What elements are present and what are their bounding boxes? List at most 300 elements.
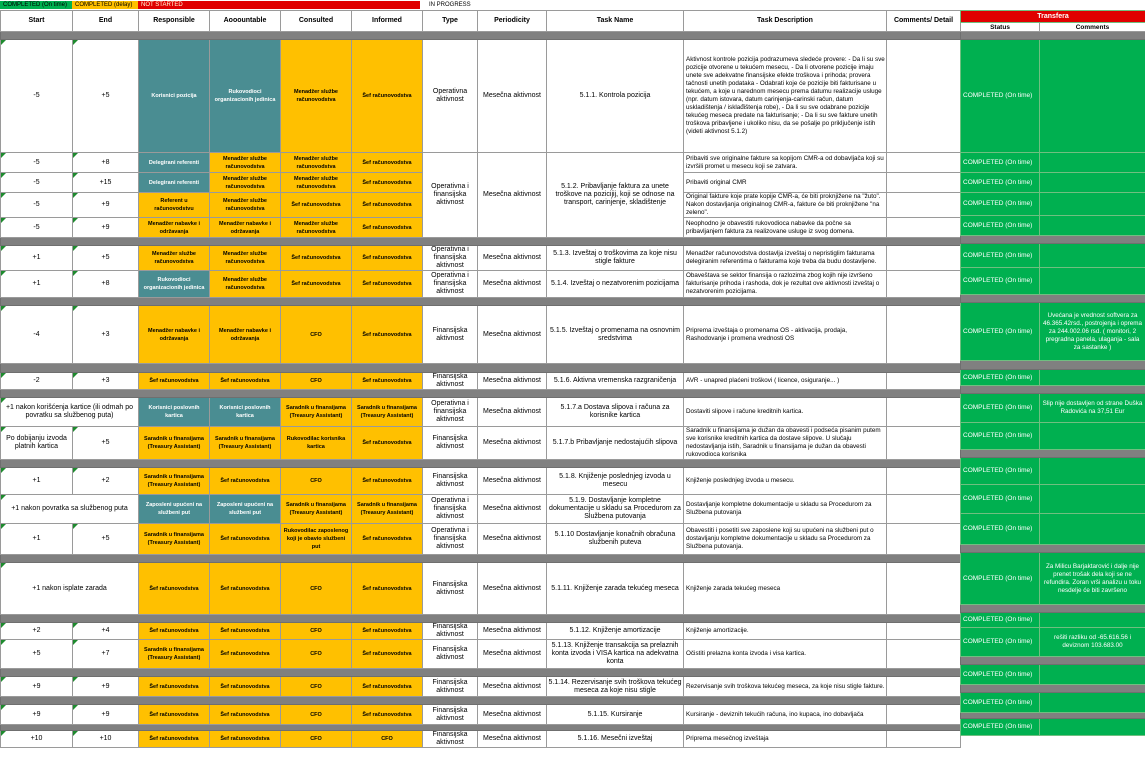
transfer-comment-cell[interactable]: Za Milicu Barjaktarović i dalje nije prenet trošak dela koji se ne refundira. Zoran vrši analizu u toku nesdelje će biti završeno [1040, 553, 1145, 605]
end-cell[interactable]: +8 [73, 271, 139, 298]
end-cell[interactable]: +15 [73, 173, 139, 193]
transfer-status-cell[interactable]: COMPLETED (On time) [961, 458, 1040, 485]
informed-cell[interactable]: Šef računovodstva [352, 373, 423, 390]
transfer-title: Transfera [961, 11, 1145, 23]
transfer-comment-cell[interactable] [1040, 244, 1145, 268]
col-accountable[interactable]: Aooountable [210, 11, 281, 32]
responsible-cell[interactable]: Saradnik u finansijama (Treasury Assistant) [139, 427, 210, 460]
comments-cell[interactable] [887, 495, 961, 524]
separator-cell [1, 615, 961, 623]
start-cell[interactable]: +1 nakon povratka sa službenog puta [1, 495, 139, 524]
transfer-comment-cell[interactable] [1040, 216, 1145, 236]
type-cell[interactable]: Finansijska aktivnost [423, 640, 478, 669]
responsible-cell[interactable]: Delegirani referenti [139, 153, 210, 173]
separator-cell [961, 685, 1145, 693]
type-cell[interactable]: Finansijska aktivnost [423, 373, 478, 390]
task-description-cell[interactable]: Knjiženje amortizacije. [684, 623, 887, 640]
table-row [1, 705, 961, 725]
consulted-cell[interactable]: Šef računovodstva [281, 193, 352, 218]
type-cell[interactable]: Operativna i finansijska aktivnost [423, 524, 478, 555]
table-row [1, 524, 961, 555]
start-cell[interactable]: +9 [1, 677, 73, 697]
comments-cell[interactable] [887, 153, 961, 173]
informed-cell[interactable]: Saradnik u finansijama (Treasury Assistant) [352, 398, 423, 427]
accountable-cell[interactable]: Šef računovodstva [210, 731, 281, 748]
transfer-status-cell[interactable]: COMPLETED (On time) [961, 665, 1040, 685]
transfer-comment-cell[interactable]: Uvećana je vrednost softvera za 46.365.42rsd., postrojenja i oprema za 244.002.06 rsd. ( monitori, 2 pregradna panela, ulaganja - sala za sastanke ) [1040, 303, 1145, 361]
transfer-comment-cell[interactable] [1040, 693, 1145, 713]
end-cell[interactable]: +3 [73, 306, 139, 364]
task-description-cell[interactable]: Očistiti prelazna konta izvoda i visa kartica. [684, 640, 887, 669]
comments-cell[interactable] [887, 677, 961, 697]
type-cell[interactable]: Operativna i finansijska aktivnost [423, 246, 478, 271]
type-cell[interactable]: Finansijska aktivnost [423, 427, 478, 460]
start-cell[interactable]: +1 [1, 271, 73, 298]
col-task-description[interactable]: Task Description [684, 11, 887, 32]
responsible-cell[interactable]: Saradnik u finansijama (Treasury Assistant) [139, 468, 210, 495]
comments-cell[interactable] [887, 271, 961, 298]
separator-cell [1, 364, 961, 373]
responsible-cell[interactable]: Menadžer nabavke i održavanja [139, 306, 210, 364]
accountable-cell[interactable]: Menadžer službe računovodstva [210, 193, 281, 218]
comments-cell[interactable] [887, 623, 961, 640]
consulted-cell[interactable]: Šef računovodstva [281, 271, 352, 298]
periodicity-cell[interactable]: Mesečna aktivnost [478, 427, 547, 460]
type-cell[interactable]: Finansijska aktivnost [423, 563, 478, 615]
accountable-cell[interactable]: Šef računovodstva [210, 524, 281, 555]
separator-cell [961, 450, 1145, 458]
end-cell[interactable]: +5 [73, 40, 139, 153]
task-description-cell[interactable]: Pribaviti original CMR [684, 173, 887, 193]
type-cell[interactable]: Finansijska aktivnost [423, 623, 478, 640]
informed-cell[interactable]: Šef računovodstva [352, 193, 423, 218]
start-cell[interactable]: -2 [1, 373, 73, 390]
table-row [1, 398, 961, 427]
col-consulted[interactable]: Consulted [281, 11, 352, 32]
table-row [1, 677, 961, 697]
transfer-comment-cell[interactable]: Slip nije dostavljen od strane Duška Radovića na 37,51 Eur [1040, 394, 1145, 423]
col-type[interactable]: Type [423, 11, 478, 32]
separator-row [1, 390, 961, 398]
transfer-row [961, 693, 1145, 713]
comments-cell[interactable] [887, 705, 961, 725]
task-name-cell[interactable]: 5.1.8. Knjiženje poslednjeg izvoda u mesecu [547, 468, 684, 495]
comments-cell[interactable] [887, 218, 961, 238]
periodicity-cell[interactable]: Mesečna aktivnost [478, 306, 547, 364]
end-cell[interactable]: +4 [73, 623, 139, 640]
end-cell[interactable]: +5 [73, 524, 139, 555]
end-cell[interactable]: +9 [73, 705, 139, 725]
accountable-cell[interactable]: Zaposleni upućeni na službeni put [210, 495, 281, 524]
responsible-cell[interactable]: Referent u računovodstvu [139, 193, 210, 218]
task-description-cell[interactable]: Menadžer računovodstva dostavlja izveštaj o nepristiglim fakturama delegiranim referentima o fakturama koje treba da budu dostavljene. [684, 246, 887, 271]
periodicity-cell[interactable]: Mesečna aktivnost [478, 677, 547, 697]
periodicity-cell[interactable]: Mesečna aktivnost [478, 640, 547, 669]
comments-cell[interactable] [887, 468, 961, 495]
transfer-status-cell[interactable]: COMPLETED (On time) [961, 719, 1040, 736]
responsible-cell[interactable]: Šef računovodstva [139, 623, 210, 640]
comments-cell[interactable] [887, 640, 961, 669]
consulted-cell[interactable]: CFO [281, 623, 352, 640]
transfer-status-cell[interactable]: COMPLETED (On time) [961, 193, 1040, 216]
task-name-cell[interactable]: 5.1.4. Izveštaj o nezatvorenim pozicijama [547, 271, 684, 298]
start-cell[interactable]: -5 [1, 193, 73, 218]
table-row [1, 563, 961, 615]
transfer-comments-header[interactable]: Comments [1040, 23, 1145, 32]
task-name-cell[interactable]: 5.1.10 Dostavljanje konačnih obračuna službenih puteva [547, 524, 684, 555]
informed-cell[interactable]: Šef računovodstva [352, 271, 423, 298]
col-comments[interactable]: Comments/ Detail [887, 11, 961, 32]
task-description-cell[interactable]: Obavestiti i posetiti sve zaposlene koji su upućeni na službeni put o dostavljanju kompletne dokumentacije u skladu sa Procedurom za Službena putovanja. [684, 524, 887, 555]
informed-cell[interactable]: Šef računovodstva [352, 173, 423, 193]
transfer-status-cell[interactable]: COMPLETED (On time) [961, 244, 1040, 268]
comments-cell[interactable] [887, 373, 961, 390]
col-informed[interactable]: Informed [352, 11, 423, 32]
separator-row [1, 697, 961, 705]
informed-cell[interactable]: Šef računovodstva [352, 468, 423, 495]
transfer-comment-cell[interactable] [1040, 514, 1145, 545]
separator-row [961, 545, 1145, 553]
transfer-status-cell[interactable]: COMPLETED (On time) [961, 268, 1040, 295]
consulted-cell[interactable]: Menadžer službe računovodstva [281, 40, 352, 153]
type-cell[interactable]: Finansijska aktivnost [423, 731, 478, 748]
comments-cell[interactable] [887, 173, 961, 193]
task-name-cell[interactable]: 5.1.16. Mesečni izveštaj [547, 731, 684, 748]
informed-cell[interactable]: Saradnik u finansijama (Treasury Assistant) [352, 495, 423, 524]
responsible-cell[interactable]: Saradnik u finansijama (Treasury Assistant) [139, 640, 210, 669]
periodicity-cell[interactable]: Mesečna aktivnost [478, 153, 547, 238]
transfer-status-cell[interactable]: COMPLETED (On time) [961, 370, 1040, 386]
responsible-cell[interactable]: Menadžer službe računovodstva [139, 246, 210, 271]
informed-cell[interactable]: Šef računovodstva [352, 524, 423, 555]
separator-row [961, 685, 1145, 693]
transfer-comment-cell[interactable] [1040, 173, 1145, 193]
consulted-cell[interactable]: Menadžer službe računovodstva [281, 218, 352, 238]
accountable-cell[interactable]: Šef računovodstva [210, 563, 281, 615]
transfer-comment-cell[interactable] [1040, 458, 1145, 485]
responsible-cell[interactable]: Šef računovodstva [139, 705, 210, 725]
header-row [1, 11, 961, 32]
periodicity-cell[interactable]: Mesečna aktivnost [478, 731, 547, 748]
consulted-cell[interactable]: CFO [281, 677, 352, 697]
transfer-row [961, 665, 1145, 685]
consulted-cell[interactable]: CFO [281, 306, 352, 364]
consulted-cell[interactable]: CFO [281, 373, 352, 390]
start-cell[interactable]: -5 [1, 218, 73, 238]
transfer-comment-cell[interactable]: rešiti razliku od -65.616.56 i deviznom 103.683.00 [1040, 628, 1145, 657]
responsible-cell[interactable]: Šef računovodstva [139, 373, 210, 390]
periodicity-cell[interactable]: Mesečna aktivnost [478, 468, 547, 495]
transfer-comment-cell[interactable] [1040, 665, 1145, 685]
type-cell[interactable]: Operativna aktivnost [423, 40, 478, 153]
start-cell[interactable]: -4 [1, 306, 73, 364]
table-row [1, 271, 961, 298]
informed-cell[interactable]: Šef računovodstva [352, 563, 423, 615]
comments-cell[interactable] [887, 40, 961, 153]
task-name-cell[interactable]: 5.1.5. Izveštaj o promenama na osnovnim sredstvima [547, 306, 684, 364]
task-description-cell[interactable]: Priprema mesečnog izveštaja [684, 731, 887, 748]
periodicity-cell[interactable]: Mesečna aktivnost [478, 271, 547, 298]
task-name-cell[interactable]: 5.1.2. Pribavljanje faktura za unete troškove na pozicijij, koji se odnose na transport, carinjenje, skladištenje [547, 153, 684, 238]
separator-row [1, 364, 961, 373]
informed-cell[interactable]: Šef računovodstva [352, 427, 423, 460]
separator-row [961, 295, 1145, 303]
comments-cell[interactable] [887, 731, 961, 748]
end-cell[interactable]: +5 [73, 246, 139, 271]
transfer-status-cell[interactable]: COMPLETED (On time) [961, 40, 1040, 153]
task-description-cell[interactable]: Saradnik u finansijama je dužan da obavesti i podseća pisanim putem sve korisnike kreditnih kartica da dostave slipove. U slučaju nedostavljanja istih, Saradnik u finansijama je dužan da obavesti rukovodioca korisnika [684, 427, 887, 460]
col-task-name[interactable]: Task Name [547, 11, 684, 32]
task-name-cell[interactable]: 5.1.1. Kontrola pozicija [547, 40, 684, 153]
consulted-cell[interactable]: CFO [281, 705, 352, 725]
separator-row [1, 32, 961, 40]
transfer-comment-cell[interactable] [1040, 40, 1145, 153]
task-name-cell[interactable]: 5.1.3. Izveštaj o troškovima za koje nisu stigle fakture [547, 246, 684, 271]
separator-row [961, 361, 1145, 370]
table-row [1, 246, 961, 271]
transfer-status-cell[interactable]: COMPLETED (On time) [961, 216, 1040, 236]
periodicity-cell[interactable]: Mesečna aktivnost [478, 373, 547, 390]
responsible-cell[interactable]: Šef računovodstva [139, 563, 210, 615]
periodicity-cell[interactable]: Mesečna aktivnost [478, 398, 547, 427]
start-cell[interactable]: +5 [1, 640, 73, 669]
periodicity-cell[interactable]: Mesečna aktivnost [478, 705, 547, 725]
consulted-cell[interactable]: Rukovodilac zaposlenog koji je obavio službeni put [281, 524, 352, 555]
accountable-cell[interactable]: Menadžer službe računovodstva [210, 173, 281, 193]
consulted-cell[interactable]: Saradnik u finansijama (Treasury Assistant) [281, 398, 352, 427]
responsible-cell[interactable]: Delegirani referenti [139, 173, 210, 193]
responsible-cell[interactable]: Saradnik u finansijama (Treasury Assistant) [139, 524, 210, 555]
end-cell[interactable]: +7 [73, 640, 139, 669]
start-cell[interactable]: -5 [1, 153, 73, 173]
consulted-cell[interactable]: Rukovodilac korisnika kartica [281, 427, 352, 460]
accountable-cell[interactable]: Šef računovodstva [210, 623, 281, 640]
transfer-status-cell[interactable]: COMPLETED (On time) [961, 153, 1040, 173]
transfer-status-cell[interactable]: COMPLETED (On time) [961, 423, 1040, 450]
informed-cell[interactable]: Šef računovodstva [352, 153, 423, 173]
type-cell[interactable]: Operativna i finansijska aktivnost [423, 153, 478, 238]
col-responsible[interactable]: Responsible [139, 11, 210, 32]
responsible-cell[interactable]: Menadžer nabavke i održavanja [139, 218, 210, 238]
consulted-cell[interactable]: Saradnik u finansijama (Treasury Assistant) [281, 495, 352, 524]
task-description-cell[interactable]: Aktivnost kontrole pozicija podrazumeva sledeće provere: - Da li su sve pozicije otvorene u tekućem mesecu, - Da li otvorene pozicije imaju unete sve adekvatne finansijske efekte troškova i prihoda; provera tačnosti unetih podataka - Odabrati koje će pozicije biti fakturisane u tekućem, a koje u narednom mesecu prema datumu realizacije usluge (npr. datum istovara, datum carinjenja-carinski račun, datum uskladištenja / isklađištenja robe), - Da li su sve odabrane pozicije tekućeg meseca predate na fakturisanje; - Da li su sve fakture unetih troškova pribavljene i ukoliko nisu, da se pošalje po priključenje istih (videti aktivnost 5.1.2) [684, 40, 887, 153]
transfer-status-cell[interactable]: COMPLETED (On time) [961, 394, 1040, 423]
consulted-cell[interactable]: CFO [281, 468, 352, 495]
start-cell[interactable]: -5 [1, 173, 73, 193]
informed-cell[interactable]: Šef računovodstva [352, 40, 423, 153]
end-cell[interactable]: +10 [73, 731, 139, 748]
task-description-cell[interactable]: Priprema izveštaja o promenama OS - aktivacija, prodaja, Rashodovanje i promena vrednosti OS [684, 306, 887, 364]
end-cell[interactable]: +9 [73, 193, 139, 218]
periodicity-cell[interactable]: Mesečna aktivnost [478, 524, 547, 555]
informed-cell[interactable]: Šef računovodstva [352, 246, 423, 271]
consulted-cell[interactable]: CFO [281, 640, 352, 669]
end-cell[interactable]: +5 [73, 427, 139, 460]
transfer-comment-cell[interactable] [1040, 193, 1145, 216]
type-cell[interactable]: Operativna i finansijska aktivnost [423, 398, 478, 427]
start-cell[interactable]: -5 [1, 40, 73, 153]
task-description-cell[interactable]: AVR - unapred plaćeni troškovi ( licence, osiguranje... ) [684, 373, 887, 390]
table-row [1, 495, 961, 524]
comments-cell[interactable] [887, 563, 961, 615]
accountable-cell[interactable]: Šef računovodstva [210, 677, 281, 697]
table-row [1, 373, 961, 390]
accountable-cell[interactable]: Menadžer službe računovodstva [210, 271, 281, 298]
task-description-cell[interactable]: Kursiranje - deviznih tekućih računa, ino kupaca, ino dobavljača [684, 705, 887, 725]
responsible-cell[interactable]: Šef računovodstva [139, 731, 210, 748]
responsible-cell[interactable]: Korisnici poslovnih kartica [139, 398, 210, 427]
separator-cell [961, 657, 1145, 665]
transfer-status-cell[interactable]: COMPLETED (On time) [961, 693, 1040, 713]
transfer-row [961, 303, 1145, 361]
separator-cell [1, 298, 961, 306]
accountable-cell[interactable]: Menadžer službe računovodstva [210, 153, 281, 173]
accountable-cell[interactable]: Šef računovodstva [210, 468, 281, 495]
transfer-comment-cell[interactable] [1040, 423, 1145, 450]
comments-cell[interactable] [887, 306, 961, 364]
accountable-cell[interactable]: Rukovodioci organizacionih jedinica [210, 40, 281, 153]
responsible-cell[interactable]: Rukovodioci organizacionih jedinica [139, 271, 210, 298]
informed-cell[interactable]: Šef računovodstva [352, 705, 423, 725]
consulted-cell[interactable]: Menadžer službe računovodstva [281, 153, 352, 173]
accountable-cell[interactable]: Korisnici poslovnih kartica [210, 398, 281, 427]
comments-cell[interactable] [887, 427, 961, 460]
transfer-comment-cell[interactable] [1040, 153, 1145, 173]
end-cell[interactable]: +9 [73, 677, 139, 697]
accountable-cell[interactable]: Šef računovodstva [210, 705, 281, 725]
responsible-cell[interactable]: Zaposleni upućeni na službeni put [139, 495, 210, 524]
comments-cell[interactable] [887, 524, 961, 555]
accountable-cell[interactable]: Saradnik u finansijama (Treasury Assistant) [210, 427, 281, 460]
task-description-cell[interactable]: Pribaviti sve originalne fakture sa kopijom CMR-a od dobavljača koji su izvršili promet u mesecu koji se zatvara. [684, 153, 887, 173]
transfer-status-header[interactable]: Status [961, 23, 1040, 32]
end-cell[interactable]: +2 [73, 468, 139, 495]
start-cell[interactable]: +1 [1, 246, 73, 271]
task-name-cell[interactable]: 5.1.6. Aktivna vremenska razgraničenja [547, 373, 684, 390]
transfer-status-cell[interactable]: COMPLETED (On time) [961, 173, 1040, 193]
task-name-cell[interactable]: 5.1.15. Kursiranje [547, 705, 684, 725]
table-row [1, 306, 961, 364]
separator-cell [1, 555, 961, 563]
accountable-cell[interactable]: Menadžer nabavke i održavanja [210, 218, 281, 238]
accountable-cell[interactable]: Šef računovodstva [210, 373, 281, 390]
transfer-row [961, 514, 1145, 545]
end-cell[interactable]: +3 [73, 373, 139, 390]
task-name-cell[interactable]: 5.1.12. Knjiženje amortizacije [547, 623, 684, 640]
consulted-cell[interactable]: Šef računovodstva [281, 246, 352, 271]
informed-cell[interactable]: Šef računovodstva [352, 306, 423, 364]
task-description-cell[interactable]: Knjiženje poslednjeg izvoda u mesecu. [684, 468, 887, 495]
start-cell[interactable]: +1 nakon korišćenja kartice (ili odmah po povratku sa službenog puta) [1, 398, 139, 427]
type-cell[interactable]: Operativna i finansijska aktivnost [423, 271, 478, 298]
task-description-cell[interactable]: Knjiženje zarada tekućeg meseca [684, 563, 887, 615]
transfer-comment-cell[interactable] [1040, 268, 1145, 295]
transfer-status-cell[interactable]: COMPLETED (On time) [961, 553, 1040, 605]
accountable-cell[interactable]: Menadžer nabavke i održavanja [210, 306, 281, 364]
task-name-cell[interactable]: 5.1.7.b Pribavljanje nedostajućih slipova [547, 427, 684, 460]
task-description-cell[interactable]: Obaveštava se sektor finansija o razlozima zbog kojih nije izvršeno fakturisanje prihoda i rashoda, dok je rezultat ove aktivnosti izveštaj o nezatvorenim pozicijama. [684, 271, 887, 298]
accountable-cell[interactable]: Menadžer službe računovodstva [210, 246, 281, 271]
responsible-cell[interactable]: Korisnici pozicija [139, 40, 210, 153]
task-description-cell[interactable]: Dostaviti slipove i račune kreditnih kartica. [684, 398, 887, 427]
start-cell[interactable]: +1 [1, 524, 73, 555]
table-row [1, 731, 961, 748]
separator-row [1, 298, 961, 306]
periodicity-cell[interactable]: Mesečna aktivnost [478, 563, 547, 615]
consulted-cell[interactable]: Menadžer službe računovodstva [281, 173, 352, 193]
transfer-comment-cell[interactable] [1040, 613, 1145, 628]
task-description-cell[interactable]: Dostavljanje kompletne dokumentacije u skladu sa Procedurom za Službena putovanja [684, 495, 887, 524]
col-periodicity[interactable]: Periodicity [478, 11, 547, 32]
type-cell[interactable]: Operativna i finansijska aktivnost [423, 495, 478, 524]
separator-cell [961, 545, 1145, 553]
comments-cell[interactable] [887, 398, 961, 427]
informed-cell[interactable]: CFO [352, 731, 423, 748]
task-name-cell[interactable]: 5.1.7.a Dostava slipova i računa za korisnike kartica [547, 398, 684, 427]
type-cell[interactable]: Finansijska aktivnost [423, 677, 478, 697]
start-cell[interactable]: +1 [1, 468, 73, 495]
col-start[interactable]: Start [1, 11, 73, 32]
transfer-comment-cell[interactable] [1040, 485, 1145, 514]
comments-cell[interactable] [887, 193, 961, 218]
col-end[interactable]: End [73, 11, 139, 32]
transfer-status-cell[interactable]: COMPLETED (On time) [961, 613, 1040, 628]
informed-cell[interactable]: Šef računovodstva [352, 640, 423, 669]
type-cell[interactable]: Finansijska aktivnost [423, 306, 478, 364]
informed-cell[interactable]: Šef računovodstva [352, 623, 423, 640]
consulted-cell[interactable]: CFO [281, 731, 352, 748]
table-row [1, 40, 961, 153]
separator-row [961, 386, 1145, 394]
table-row [1, 427, 961, 460]
periodicity-cell[interactable]: Mesečna aktivnost [478, 623, 547, 640]
task-name-cell[interactable]: 5.1.11. Knjiženje zarada tekućeg meseca [547, 563, 684, 615]
start-cell[interactable]: +1 nakon isplate zarada [1, 563, 139, 615]
task-name-cell[interactable]: 5.1.14. Rezervisanje svih troškova tekućeg meseca za koje nisu stigle [547, 677, 684, 697]
periodicity-cell[interactable]: Mesečna aktivnost [478, 246, 547, 271]
informed-cell[interactable]: Šef računovodstva [352, 677, 423, 697]
comments-cell[interactable] [887, 246, 961, 271]
start-cell[interactable]: +9 [1, 705, 73, 725]
transfer-status-cell[interactable]: COMPLETED (On time) [961, 485, 1040, 514]
task-description-cell[interactable]: Original fakture koje prate kopije CMR-a, će biti proknjižene na "žuto". Nakon dostavljanja originalnog CMR-a, fakture će biti proknjižene "na zeleno". [684, 193, 887, 218]
type-cell[interactable]: Finansijska aktivnost [423, 705, 478, 725]
start-cell[interactable]: Po dobijanju izvoda platnih kartica [1, 427, 73, 460]
transfer-status-cell[interactable]: COMPLETED (On time) [961, 303, 1040, 361]
type-cell[interactable]: Finansijska aktivnost [423, 468, 478, 495]
transfer-comment-cell[interactable] [1040, 719, 1145, 736]
responsible-cell[interactable]: Šef računovodstva [139, 677, 210, 697]
task-name-cell[interactable]: 5.1.9. Dostavljanje kompletne dokumentacije u skladu sa Procedurom za Službena putovanja [547, 495, 684, 524]
transfer-status-cell[interactable]: COMPLETED (On time) [961, 628, 1040, 657]
transfer-status-cell[interactable]: COMPLETED (On time) [961, 514, 1040, 545]
informed-cell[interactable]: Šef računovodstva [352, 218, 423, 238]
accountable-cell[interactable]: Šef računovodstva [210, 640, 281, 669]
periodicity-cell[interactable]: Mesečna aktivnost [478, 495, 547, 524]
table-row [1, 153, 961, 173]
task-description-cell[interactable]: Rezervisanje svih troškova tekućeg meseca, za koje nisu stigle fakture. [684, 677, 887, 697]
periodicity-cell[interactable]: Mesečna aktivnost [478, 40, 547, 153]
start-cell[interactable]: +2 [1, 623, 73, 640]
task-description-cell[interactable]: Neophodno je obavestiti rukovodioca nabavke da počne sa pribavljanjem faktura za realizovane usluge iz svog domena. [684, 218, 887, 238]
transfer-panel [960, 10, 1145, 736]
start-cell[interactable]: +10 [1, 731, 73, 748]
consulted-cell[interactable]: CFO [281, 563, 352, 615]
end-cell[interactable]: +9 [73, 218, 139, 238]
transfer-comment-cell[interactable] [1040, 370, 1145, 386]
task-name-cell[interactable]: 5.1.13. Knjiženje transakcija sa prelaznih konta izvoda i VISA kartica na adekvatna konta [547, 640, 684, 669]
end-cell[interactable]: +8 [73, 153, 139, 173]
